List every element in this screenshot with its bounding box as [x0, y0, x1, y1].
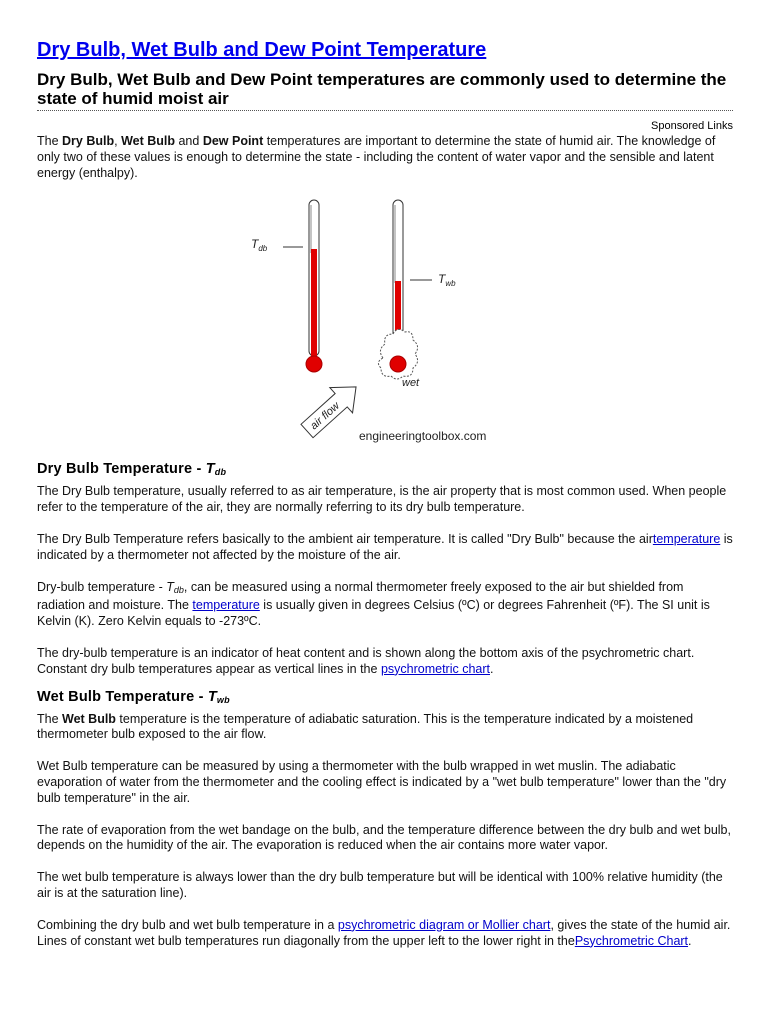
thermometer-figure — [37, 193, 733, 453]
paragraph-text: Dry-bulb temperature - — [37, 579, 167, 594]
wet-bulb-paragraph-1 — [37, 712, 733, 744]
dry-bulb-reservoir — [306, 356, 322, 372]
paragraph-text: The — [37, 711, 63, 726]
dry-bulb-paragraph-1: The Dry Bulb temperature, usually referred to as air temperature, is the air property that is most common used. When people refer to the temperature of the air, they are normally referring to its dry bulb temperature. — [37, 484, 727, 515]
paragraph-text: is usually given in degrees Celsius (ºC) or degrees Fahrenheit (ºF). The SI unit is Kelvin (K). Zero Kelvin equals to -273ºC. — [37, 598, 710, 629]
mollier-chart-link[interactable]: psychrometric diagram or Mollier chart — [337, 917, 551, 932]
paragraph-text: The Dry Bulb Temperature refers basically to the ambient air temperature. It is called "Dry Bulb" because the air — [37, 531, 653, 546]
intro-text: and — [175, 134, 203, 148]
psychrometric-chart-link[interactable]: psychrometric chart — [380, 661, 490, 676]
intro-text: temperatures are important to determine the state of humid air. The knowledge of only two of these values is enough to determine the state - including the content of water vapor and the sensible and latent energy (enthalpy). — [37, 134, 716, 180]
article — [37, 38, 733, 949]
twb-label: $T_{wb}$ — [438, 272, 456, 289]
wet-bulb-paragraph-3: The rate of evaporation from the wet bandage on the bulb, and the temperature difference between the dry bulb and wet bulb, depends on the humidity of the air. The evaporation is reduced when the air contains more water vapor. — [37, 822, 731, 853]
wet-bulb-heading — [37, 688, 733, 709]
wet-bulb-paragraph-5 — [37, 918, 733, 950]
page-title-link[interactable]: Dry Bulb, Wet Bulb and Dew Point Temperature — [37, 39, 487, 61]
paragraph-text: temperature is the temperature of adiabatic saturation. This is the temperature indicated by a moistened thermometer bulb exposed to the air flow. — [37, 711, 694, 742]
air-flow-arrow — [296, 375, 368, 444]
dry-bulb-thermometer — [306, 200, 322, 372]
sponsored-links-label: Sponsored Links — [651, 120, 733, 132]
dry-bulb-heading-text: Dry Bulb Temperature - — [37, 461, 206, 478]
wet-bulb-paragraph-4: The wet bulb temperature is always lower than the dry bulb temperature but will be identical with 100% relative humidity (the air is at the saturation line). — [37, 870, 723, 900]
intro-text: The — [37, 134, 63, 148]
wet-bulb-symbol: T — [207, 688, 217, 705]
intro-paragraph — [37, 134, 733, 181]
intro-text: , — [114, 134, 122, 148]
paragraph-text: Combining the dry bulb and wet bulb temperature in a — [37, 917, 338, 932]
page-title — [37, 38, 733, 62]
paragraph-text: is indicated by a thermometer not affected by the moisture of the air. — [37, 531, 733, 562]
dry-bulb-mercury — [311, 249, 317, 359]
dotted-divider — [37, 110, 733, 111]
paragraph-text: . — [688, 933, 692, 948]
thermometer-diagram — [37, 193, 733, 455]
tdb-label: $T_{db}$ — [251, 237, 268, 254]
tdb-symbol-sub: db — [173, 584, 184, 595]
wet-bulb-symbol-sub: wb — [216, 694, 230, 705]
page-subtitle: Dry Bulb, Wet Bulb and Dew Point temperatures are commonly used to determine the state of humid moist air — [37, 70, 727, 108]
dry-bulb-symbol: T — [205, 461, 215, 478]
intro-bold-dew-point: Dew Point — [202, 134, 264, 148]
wet-bulb-bold: Wet Bulb — [62, 711, 116, 726]
temperature-link[interactable]: temperature — [652, 531, 721, 546]
wet-label: wet — [402, 377, 420, 390]
psychrometric-chart-link-2[interactable]: Psychrometric Chart — [574, 933, 689, 948]
tdb-symbol: T — [166, 579, 174, 594]
paragraph-text: , gives the state of the humid air. Lines of constant wet bulb temperatures run diagonally from the upper left to the lower right in the — [37, 917, 731, 948]
paragraph-text: . — [490, 661, 494, 676]
paragraph-text: The dry-bulb temperature is an indicator of heat content and is shown along the bottom axis of the psychrometric chart. Constant dry bulb temperatures appear as vertical lines in the — [37, 645, 695, 676]
dry-bulb-paragraph-2 — [37, 532, 733, 564]
wet-bulb-paragraph-2: Wet Bulb temperature can be measured by using a thermometer with the bulb wrapped in wet muslin. The adiabatic evaporation of water from the thermometer and the cooling effect is indicated by a "wet bulb temperature" lower than the "dry bulb temperature" in the air. — [37, 759, 727, 805]
dry-bulb-paragraph-4 — [37, 646, 733, 678]
dry-bulb-paragraph-3 — [37, 580, 733, 630]
dry-bulb-heading — [37, 460, 733, 481]
wet-bulb-reservoir — [390, 356, 406, 372]
wet-bulb-heading-text: Wet Bulb Temperature - — [37, 688, 208, 705]
intro-bold-dry-bulb: Dry Bulb — [62, 134, 115, 148]
figure-credit: engineeringtoolbox.com — [359, 429, 487, 444]
air-flow-label: air flow — [308, 400, 343, 433]
dry-bulb-symbol-sub: db — [214, 467, 227, 478]
paragraph-text: , can be measured using a normal thermometer freely exposed to the air but shielded from radiation and moisture. The — [37, 579, 684, 613]
wet-bulb-thermometer — [378, 200, 417, 379]
temperature-link-2[interactable]: temperature — [192, 598, 260, 613]
intro-bold-wet-bulb: Wet Bulb — [121, 134, 175, 148]
